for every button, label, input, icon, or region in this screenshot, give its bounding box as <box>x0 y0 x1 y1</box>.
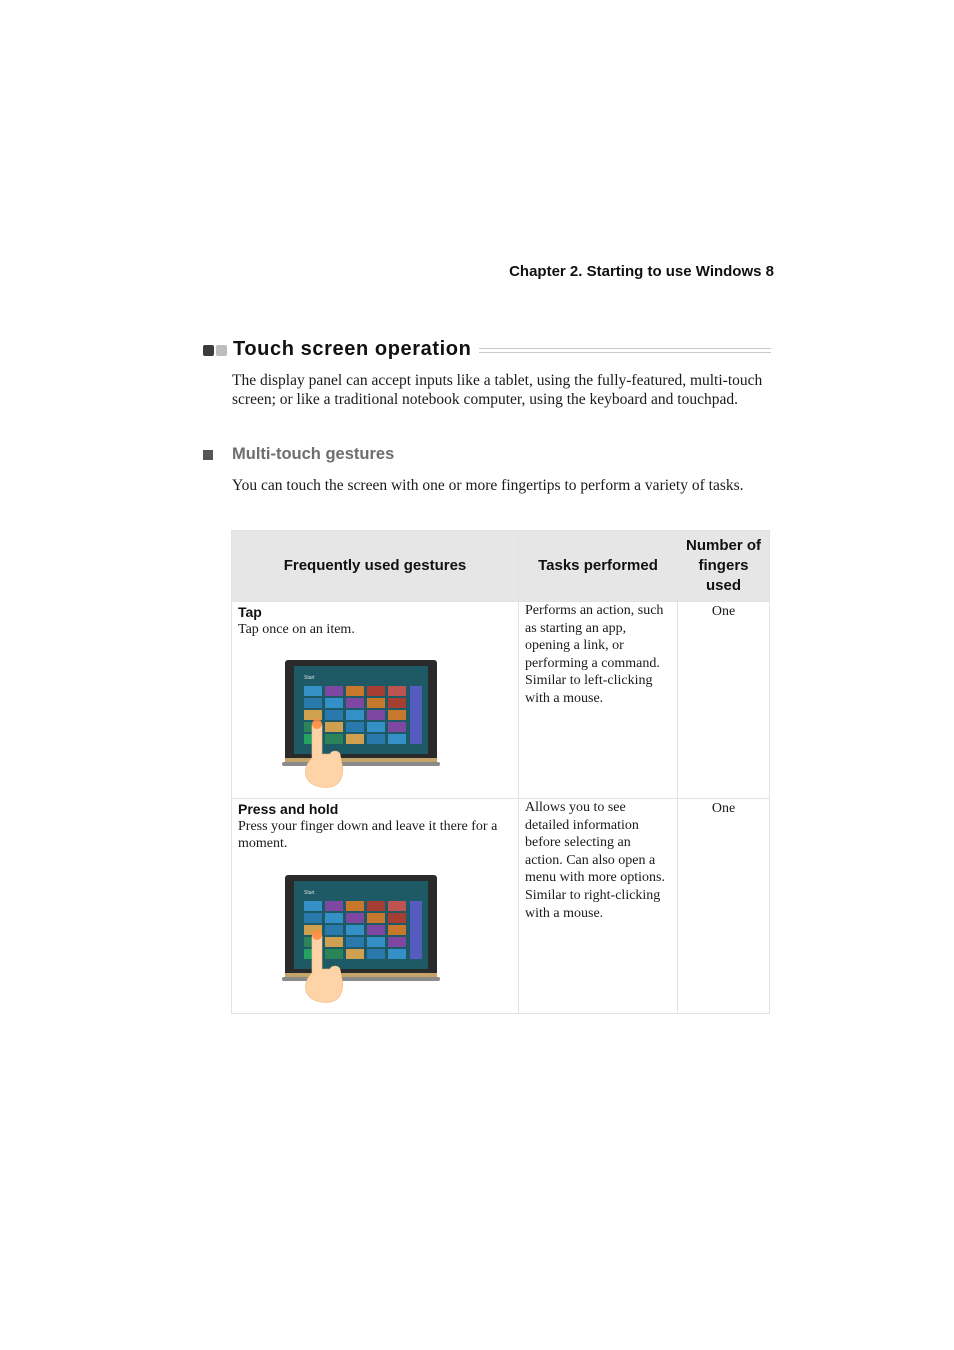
gesture-name: Tap <box>238 604 262 620</box>
gesture-name: Press and hold <box>238 801 339 817</box>
start-tile <box>388 722 406 732</box>
start-tile <box>388 710 406 720</box>
screen-start-label: Start <box>304 675 315 681</box>
start-tile <box>346 925 364 935</box>
table-row <box>232 799 770 1014</box>
start-tile <box>388 698 406 708</box>
start-tile <box>410 901 422 959</box>
start-tile <box>325 722 343 732</box>
start-tile <box>346 710 364 720</box>
start-tile <box>325 698 343 708</box>
subsection-paragraph: You can touch the screen with one or more fingertips to perform a variety of tasks. <box>232 477 744 494</box>
intro-paragraph: The display panel can accept inputs like a tablet, using the fully-featured, multi-touch screen; or like a traditional notebook computer, using the keyboard and touchpad. <box>232 372 763 408</box>
start-tile <box>367 937 385 947</box>
gesture-cell <box>232 602 519 799</box>
start-tile <box>304 686 322 696</box>
gesture-cell <box>232 799 519 1014</box>
start-tile <box>346 734 364 744</box>
start-tile <box>325 913 343 923</box>
section-title: Touch screen operation <box>233 337 472 360</box>
chapter-header: Chapter 2. Starting to use Windows 8 <box>509 263 774 280</box>
start-tile <box>367 722 385 732</box>
start-tile <box>367 710 385 720</box>
square-bullet-icon <box>203 450 213 460</box>
start-tile <box>325 949 343 959</box>
start-tile <box>388 949 406 959</box>
start-tile <box>388 686 406 696</box>
start-tile <box>367 686 385 696</box>
start-tile <box>367 698 385 708</box>
subsection-title: Multi-touch gestures <box>232 445 395 463</box>
tablet-tap-illustration <box>282 658 442 790</box>
subsection-heading <box>203 445 394 464</box>
start-tile <box>304 913 322 923</box>
start-tile <box>346 722 364 732</box>
start-tile <box>388 734 406 744</box>
screen-start-label: Start <box>304 890 315 896</box>
start-tile <box>325 686 343 696</box>
fingers-cell: One <box>678 799 770 1014</box>
start-tile <box>367 901 385 911</box>
start-tile <box>325 937 343 947</box>
start-tile <box>367 949 385 959</box>
start-tile <box>388 913 406 923</box>
start-tile <box>367 925 385 935</box>
start-tile <box>346 698 364 708</box>
start-tile <box>367 913 385 923</box>
start-tile <box>367 734 385 744</box>
section-heading <box>203 336 771 362</box>
gesture-description: Tap once on an item. <box>238 622 355 637</box>
start-tile <box>325 710 343 720</box>
start-tile <box>388 901 406 911</box>
start-tile <box>346 901 364 911</box>
start-tile <box>346 937 364 947</box>
header-fingers: Number of fingers used <box>678 531 770 602</box>
start-tile <box>410 686 422 744</box>
fingers-cell: One <box>678 602 770 799</box>
table-row <box>232 602 770 799</box>
tablet-press-hold-illustration <box>282 873 442 1005</box>
start-tile <box>325 734 343 744</box>
start-tile <box>325 925 343 935</box>
start-tile <box>304 698 322 708</box>
start-tile <box>388 937 406 947</box>
task-cell: Performs an action, such as starting an app, opening a link, or performing a command. Similar to left-clicking with a mouse. <box>519 602 678 799</box>
start-tile <box>388 925 406 935</box>
start-tile <box>304 710 322 720</box>
heading-rule <box>479 348 771 353</box>
heading-bullet-icon <box>203 345 227 356</box>
start-tile <box>346 913 364 923</box>
gestures-table <box>231 530 770 1014</box>
header-gestures: Frequently used gestures <box>232 531 519 602</box>
start-tile <box>304 901 322 911</box>
gesture-description: Press your finger down and leave it there for a moment. <box>238 819 498 851</box>
start-tile <box>346 686 364 696</box>
header-tasks: Tasks performed <box>519 531 678 602</box>
start-tile <box>325 901 343 911</box>
task-cell: Allows you to see detailed information before selecting an action. Can also open a menu with more options. Similar to right-clicking with a mouse. <box>519 799 678 1014</box>
start-tile <box>346 949 364 959</box>
